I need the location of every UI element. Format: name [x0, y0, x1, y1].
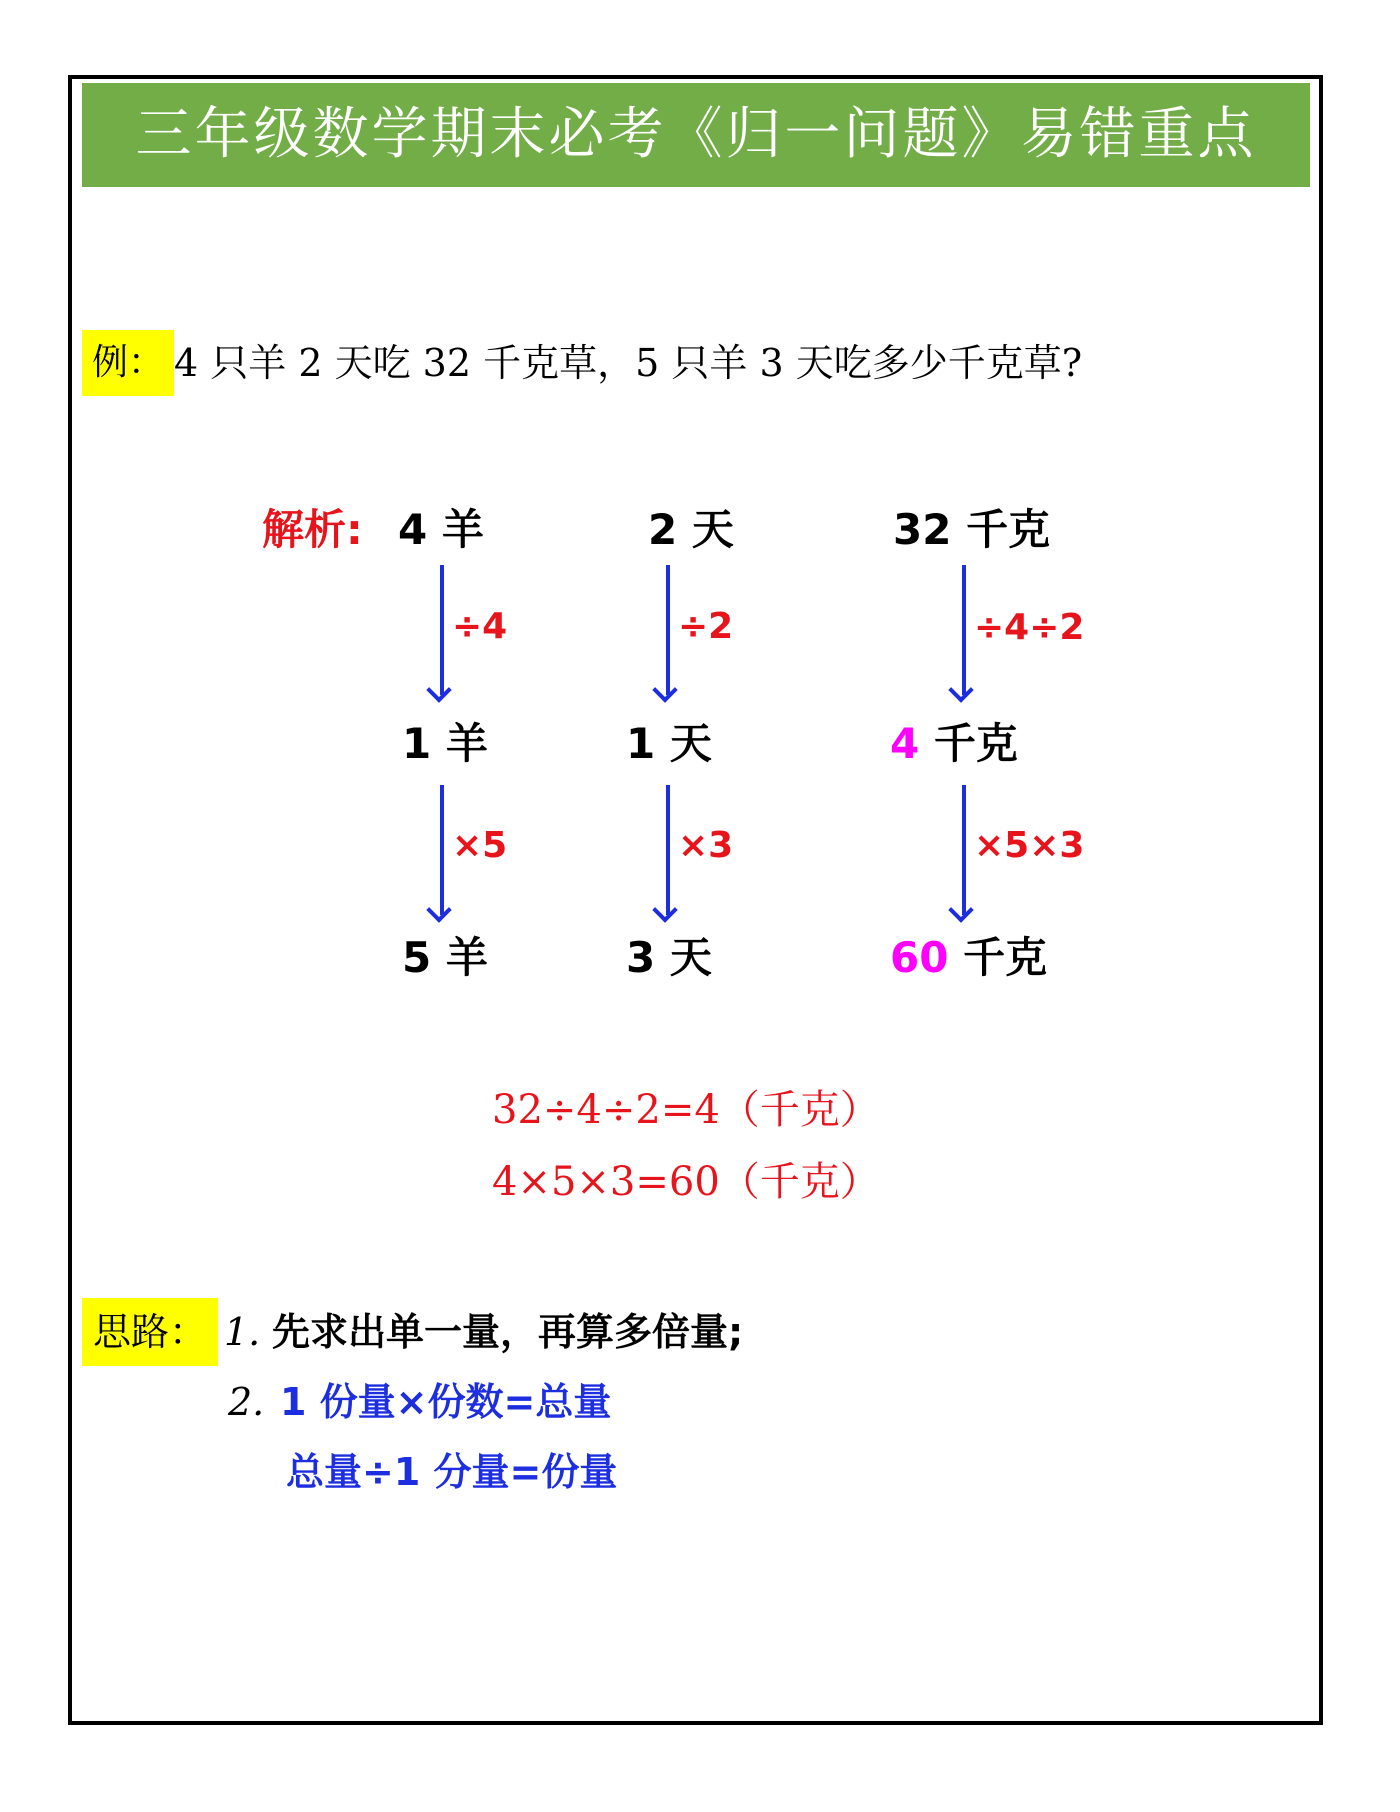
- col3-mid: [890, 716, 1018, 772]
- col2-arrow-down-1: [666, 565, 670, 695]
- col1-bottom: [402, 930, 488, 986]
- col3-op1: ÷4÷2: [974, 607, 1085, 648]
- col1-bottom-unit: 羊: [431, 933, 488, 982]
- col2-mid: [626, 716, 712, 772]
- calc-line-1: 32÷4÷2=4（千克）: [492, 1087, 880, 1133]
- example-tag: 例：: [82, 330, 174, 396]
- col3-bottom-unit: 千克: [948, 933, 1048, 982]
- col1-bottom-num: 5: [402, 933, 432, 982]
- col1-op2: ×5: [452, 825, 508, 866]
- col2-bottom: [626, 930, 712, 986]
- analysis-label: 解析:: [262, 505, 363, 554]
- idea-item2-number: 2.: [228, 1380, 265, 1424]
- col2-op1: ÷2: [678, 606, 734, 647]
- col1-arrow-down-2: [440, 785, 444, 915]
- col2-mid-unit: 天: [655, 719, 712, 768]
- col3-arrow-down-1: [962, 565, 966, 695]
- idea-item2-formula: 1 份量×份数=总量: [280, 1380, 612, 1424]
- page-title: 三年级数学期末必考《归一问题》易错重点: [82, 83, 1310, 187]
- col1-mid: [402, 716, 488, 772]
- col3-mid-unit: 千克: [919, 719, 1018, 768]
- col1-mid-num: 1: [402, 719, 432, 768]
- col1-arrow-down-1: [440, 565, 444, 695]
- col3-bottom-num: 60: [890, 933, 949, 982]
- col2-top: 2 天: [648, 505, 734, 554]
- idea-item1-number: 1.: [224, 1310, 261, 1354]
- col3-op2: ×5×3: [974, 825, 1085, 866]
- example-question: 4 只羊 2 天吃 32 千克草，5 只羊 3 天吃多少千克草?: [174, 341, 1083, 385]
- col2-bottom-unit: 天: [655, 933, 712, 982]
- page-frame: [68, 75, 1323, 1725]
- col2-op2: ×3: [678, 825, 734, 866]
- calc-line-2: 4×5×3=60（千克）: [492, 1159, 880, 1205]
- col3-mid-num: 4: [890, 719, 920, 768]
- col2-bottom-num: 3: [626, 933, 656, 982]
- col1-op1: ÷4: [452, 606, 508, 647]
- col3-arrow-down-2: [962, 785, 966, 915]
- col3-bottom: [890, 930, 1047, 986]
- col2-arrow-down-2: [666, 785, 670, 915]
- col3-top: 32 千克: [893, 505, 1051, 554]
- col1-top: 4 羊: [398, 505, 484, 554]
- col2-mid-num: 1: [626, 719, 656, 768]
- col1-mid-unit: 羊: [431, 719, 488, 768]
- idea-item1-text: 先求出单一量，再算多倍量;: [272, 1310, 744, 1354]
- idea-item3-formula: 总量÷1 分量=份量: [286, 1450, 618, 1494]
- idea-tag: 思路：: [82, 1298, 218, 1366]
